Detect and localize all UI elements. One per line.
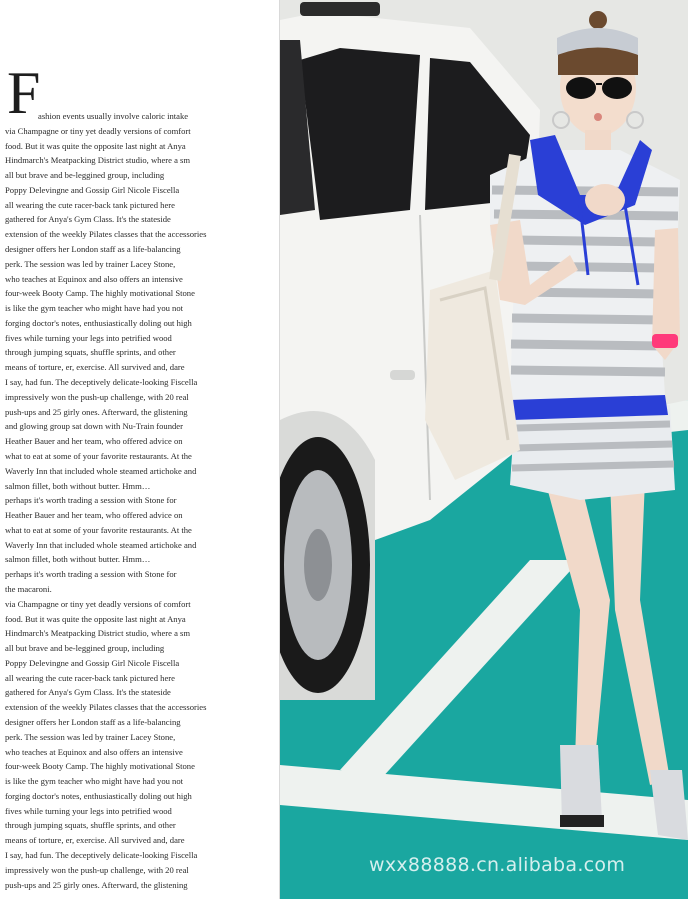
article-line: I say, had fun. The deceptively delicate-looking Fiscella [5,850,198,860]
article-line: Hindmarch's Meatpacking District studio, where a sm [5,628,191,639]
article-line: gathered for Anya's Gym Class. It's the stateside [5,214,171,225]
car-window-front [300,48,420,220]
article-line: and glowing group sat down with Nu-Train founder [5,421,183,432]
article-line: four-week Booty Camp. The highly motivational Stone [5,288,195,299]
sunglasses-left-lens [566,77,596,99]
article-line: Poppy Delevingne and Gossip Girl Nicole Fiscella [5,184,180,195]
left-sneaker-sole [560,815,604,827]
article-line: means of torture, er, exercise. All survived and, dare [5,835,185,846]
article-line: all but brave and be-leggined group, including [5,643,165,654]
article-line: impressively won the push-up challenge, with 20 real [5,391,189,402]
article-line: fives while turning your legs into petrified wood [5,805,172,816]
photo-illustration [280,0,688,899]
article-line: perhaps it's worth trading a session with Stone for [5,569,177,580]
fashion-photo [280,0,688,899]
article-line: forging doctor's notes, enthusiastically doling out high [5,790,192,801]
article-line: what to eat at some of your favorite restaurants. At the [5,450,192,461]
article-line: perk. The session was led by trainer Lacey Stone, [5,258,176,269]
article-line: four-week Booty Camp. The highly motivational Stone [5,761,195,772]
article-line: all but brave and be-leggined group, including [5,170,165,181]
article-line: through jumping squats, shuffle sprints, and other [5,347,176,358]
article-line: fives while turning your legs into petrified wood [5,332,172,343]
article-line: designer offers her London staff as a life-balancing [5,244,181,255]
article-line: means of torture, er, exercise. All survived and, dare [5,362,185,373]
article-line: is like the gym teacher who might have had you not [5,303,184,314]
article-column [0,0,279,899]
neck [585,130,611,150]
article-line: is like the gym teacher who might have had you not [5,776,184,787]
article-line: Waverly Inn that included whole steamed artichoke and [5,465,197,476]
drop-cap: F [7,60,41,126]
watermark: wxx88888.cn.alibaba.com [369,854,626,876]
article-line: via Champagne or tiny yet deadly versions of comfort [5,598,191,609]
article-line: all wearing the cute racer-back tank pictured here [5,672,175,683]
car-roof-rail [300,2,380,16]
article-line: Hindmarch's Meatpacking District studio, where a sm [5,155,191,166]
car-door-handle [390,370,415,380]
article-line: Heather Bauer and her team, who offered advice on [5,436,183,447]
article-line: the macaroni. [5,583,52,594]
article-line: designer offers her London staff as a life-balancing [5,716,181,727]
article-line: push-ups and 25 girly ones. Afterward, the glistening [5,879,188,890]
article-line: perhaps it's worth trading a session with Stone for [5,495,177,506]
hair-bun [589,11,607,29]
article-line: extension of the weekly Pilates classes that the accessories [5,229,207,240]
article-line: who teaches at Equinox and also offers an intensive [5,746,183,757]
article-line: through jumping squats, shuffle sprints, and other [5,820,176,831]
article-line: forging doctor's notes, enthusiastically doling out high [5,317,192,328]
article-line: Poppy Delevingne and Gossip Girl Nicole Fiscella [5,657,180,668]
article-line: ashion events usually involve caloric intake [38,111,189,121]
article-line: food. But it was quite the opposite last night at Anya [5,140,186,151]
article-line: impressively won the push-up challenge, with 20 real [5,864,189,875]
article-line: I say, had fun. The deceptively delicate-looking Fiscella [5,377,198,388]
article-line: Heather Bauer and her team, who offered advice on [5,510,183,521]
article-line: push-ups and 25 girly ones. Afterward, the glistening [5,406,188,417]
article-line: perk. The session was led by trainer Lacey Stone, [5,731,176,742]
car-hub [304,529,332,601]
left-sneaker [560,745,602,825]
article-line: salmon fillet, both without butter. Hmm… [5,554,151,565]
article-line: Waverly Inn that included whole steamed artichoke and [5,539,197,550]
article-line: all wearing the cute racer-back tank pictured here [5,199,175,210]
hand [585,184,625,216]
article-line: via Champagne or tiny yet deadly versions of comfort [5,125,191,136]
pink-watch [652,334,678,348]
article-line: who teaches at Equinox and also offers an intensive [5,273,183,284]
article-line: what to eat at some of your favorite restaurants. At the [5,524,192,535]
sunglasses-right-lens [602,77,632,99]
article-line: food. But it was quite the opposite last night at Anya [5,613,186,624]
article-line: salmon fillet, both without butter. Hmm… [5,480,151,491]
article-line: gathered for Anya's Gym Class. It's the stateside [5,687,171,698]
article-line: extension of the weekly Pilates classes that the accessories [5,702,207,713]
lips [594,113,602,121]
